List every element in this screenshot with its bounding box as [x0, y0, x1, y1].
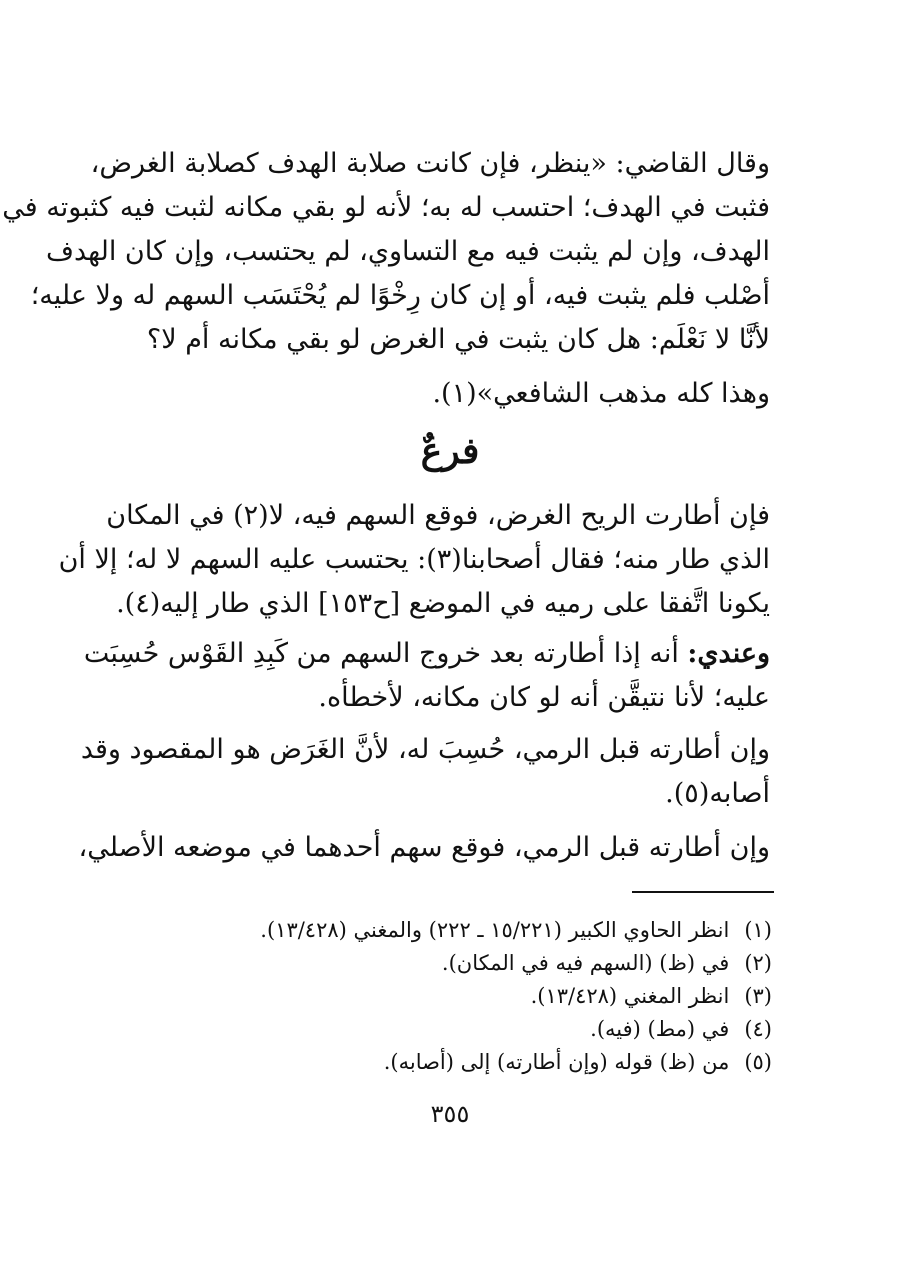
footnote-text: انظر المغني (١٣/٤٢٨). — [530, 984, 730, 1008]
paragraph-author-opinion — [83, 632, 770, 720]
text-line: وإن أطارته قبل الرمي، فوقع سهم أحدهما في موضعه الأصلي، — [78, 832, 770, 863]
footnote-separator — [632, 891, 774, 893]
paragraph-qadi-quote — [2, 142, 770, 362]
text-span: أنه إذا أطارته بعد خروج السهم من كَبِدِ القَوْس حُسِبَت — [83, 638, 688, 669]
text-line: وقال القاضي: «ينظر، فإن كانت صلابة الهدف كصلابة الغرض، — [90, 148, 770, 179]
footnote-item — [200, 1013, 772, 1046]
text-line — [83, 632, 770, 676]
text-line: أصْلب فلم يثبت فيه، أو إن كان رِخْوًا لم يُحْتَسَب السهم له ولا عليه؛ — [30, 280, 770, 311]
footnote-number: (٣) — [744, 984, 772, 1008]
footnote-text: في (ظ) (السهم فيه في المكان). — [441, 951, 730, 975]
footnote-item — [200, 980, 772, 1013]
paragraph-shafii-note — [130, 372, 770, 416]
footnote-number: (١) — [744, 918, 772, 942]
paragraph-wind-target — [58, 494, 770, 626]
paragraph-before-shot — [80, 728, 770, 816]
footnote-number: (٢) — [744, 951, 772, 975]
footnote-text: انظر الحاوي الكبير (١٥/٢٢١ ـ ٢٢٢) والمغني (١٣/٤٢٨). — [260, 918, 730, 942]
text-line: أصابه(٥). — [665, 778, 770, 809]
text-line: فإن أطارت الريح الغرض، فوقع السهم فيه، لا(٢) في المكان — [106, 500, 770, 531]
text-line: الذي طار منه؛ فقال أصحابنا(٣): يحتسب عليه السهم لا له؛ إلا أن — [58, 544, 770, 575]
text-line: وإن أطارته قبل الرمي، حُسِبَ له، لأنَّ الغَرَض هو المقصود وقد — [80, 734, 770, 765]
footnote-item — [200, 1046, 772, 1079]
footnotes — [200, 914, 772, 1079]
text-line: عليه؛ لأنا نتيقَّن أنه لو كان مكانه، لأخطأه. — [318, 682, 770, 713]
text-line: فثبت في الهدف؛ احتسب له به؛ لأنه لو بقي مكانه لثبت فيه كثبوته في — [2, 192, 770, 223]
footnote-number: (٤) — [744, 1017, 772, 1041]
footnote-number: (٥) — [744, 1050, 772, 1074]
footnote-item — [200, 947, 772, 980]
footnote-text: في (مط) (فيه). — [590, 1017, 730, 1041]
text-line: يكونا اتَّفقا على رميه في الموضع [ح١٥٣] الذي طار إليه(٤). — [116, 588, 770, 619]
text-line: وهذا كله مذهب الشافعي»(١). — [432, 378, 770, 409]
text-line: لأنَّا لا نَعْلَم: هل كان يثبت في الغرض لو بقي مكانه أم لا؟ — [146, 324, 770, 355]
footnote-text: من (ظ) قوله (وإن أطارته) إلى (أصابه). — [383, 1050, 730, 1074]
paragraph-last — [78, 826, 770, 870]
text-line: الهدف، وإن لم يثبت فيه مع التساوي، لم يحتسب، وإن كان الهدف — [46, 236, 770, 267]
footnote-item — [200, 914, 772, 947]
page-number: ٣٥٥ — [430, 1100, 470, 1128]
bold-lead-word: وعندي: — [687, 638, 770, 669]
section-heading: فرعٌ — [420, 430, 480, 472]
